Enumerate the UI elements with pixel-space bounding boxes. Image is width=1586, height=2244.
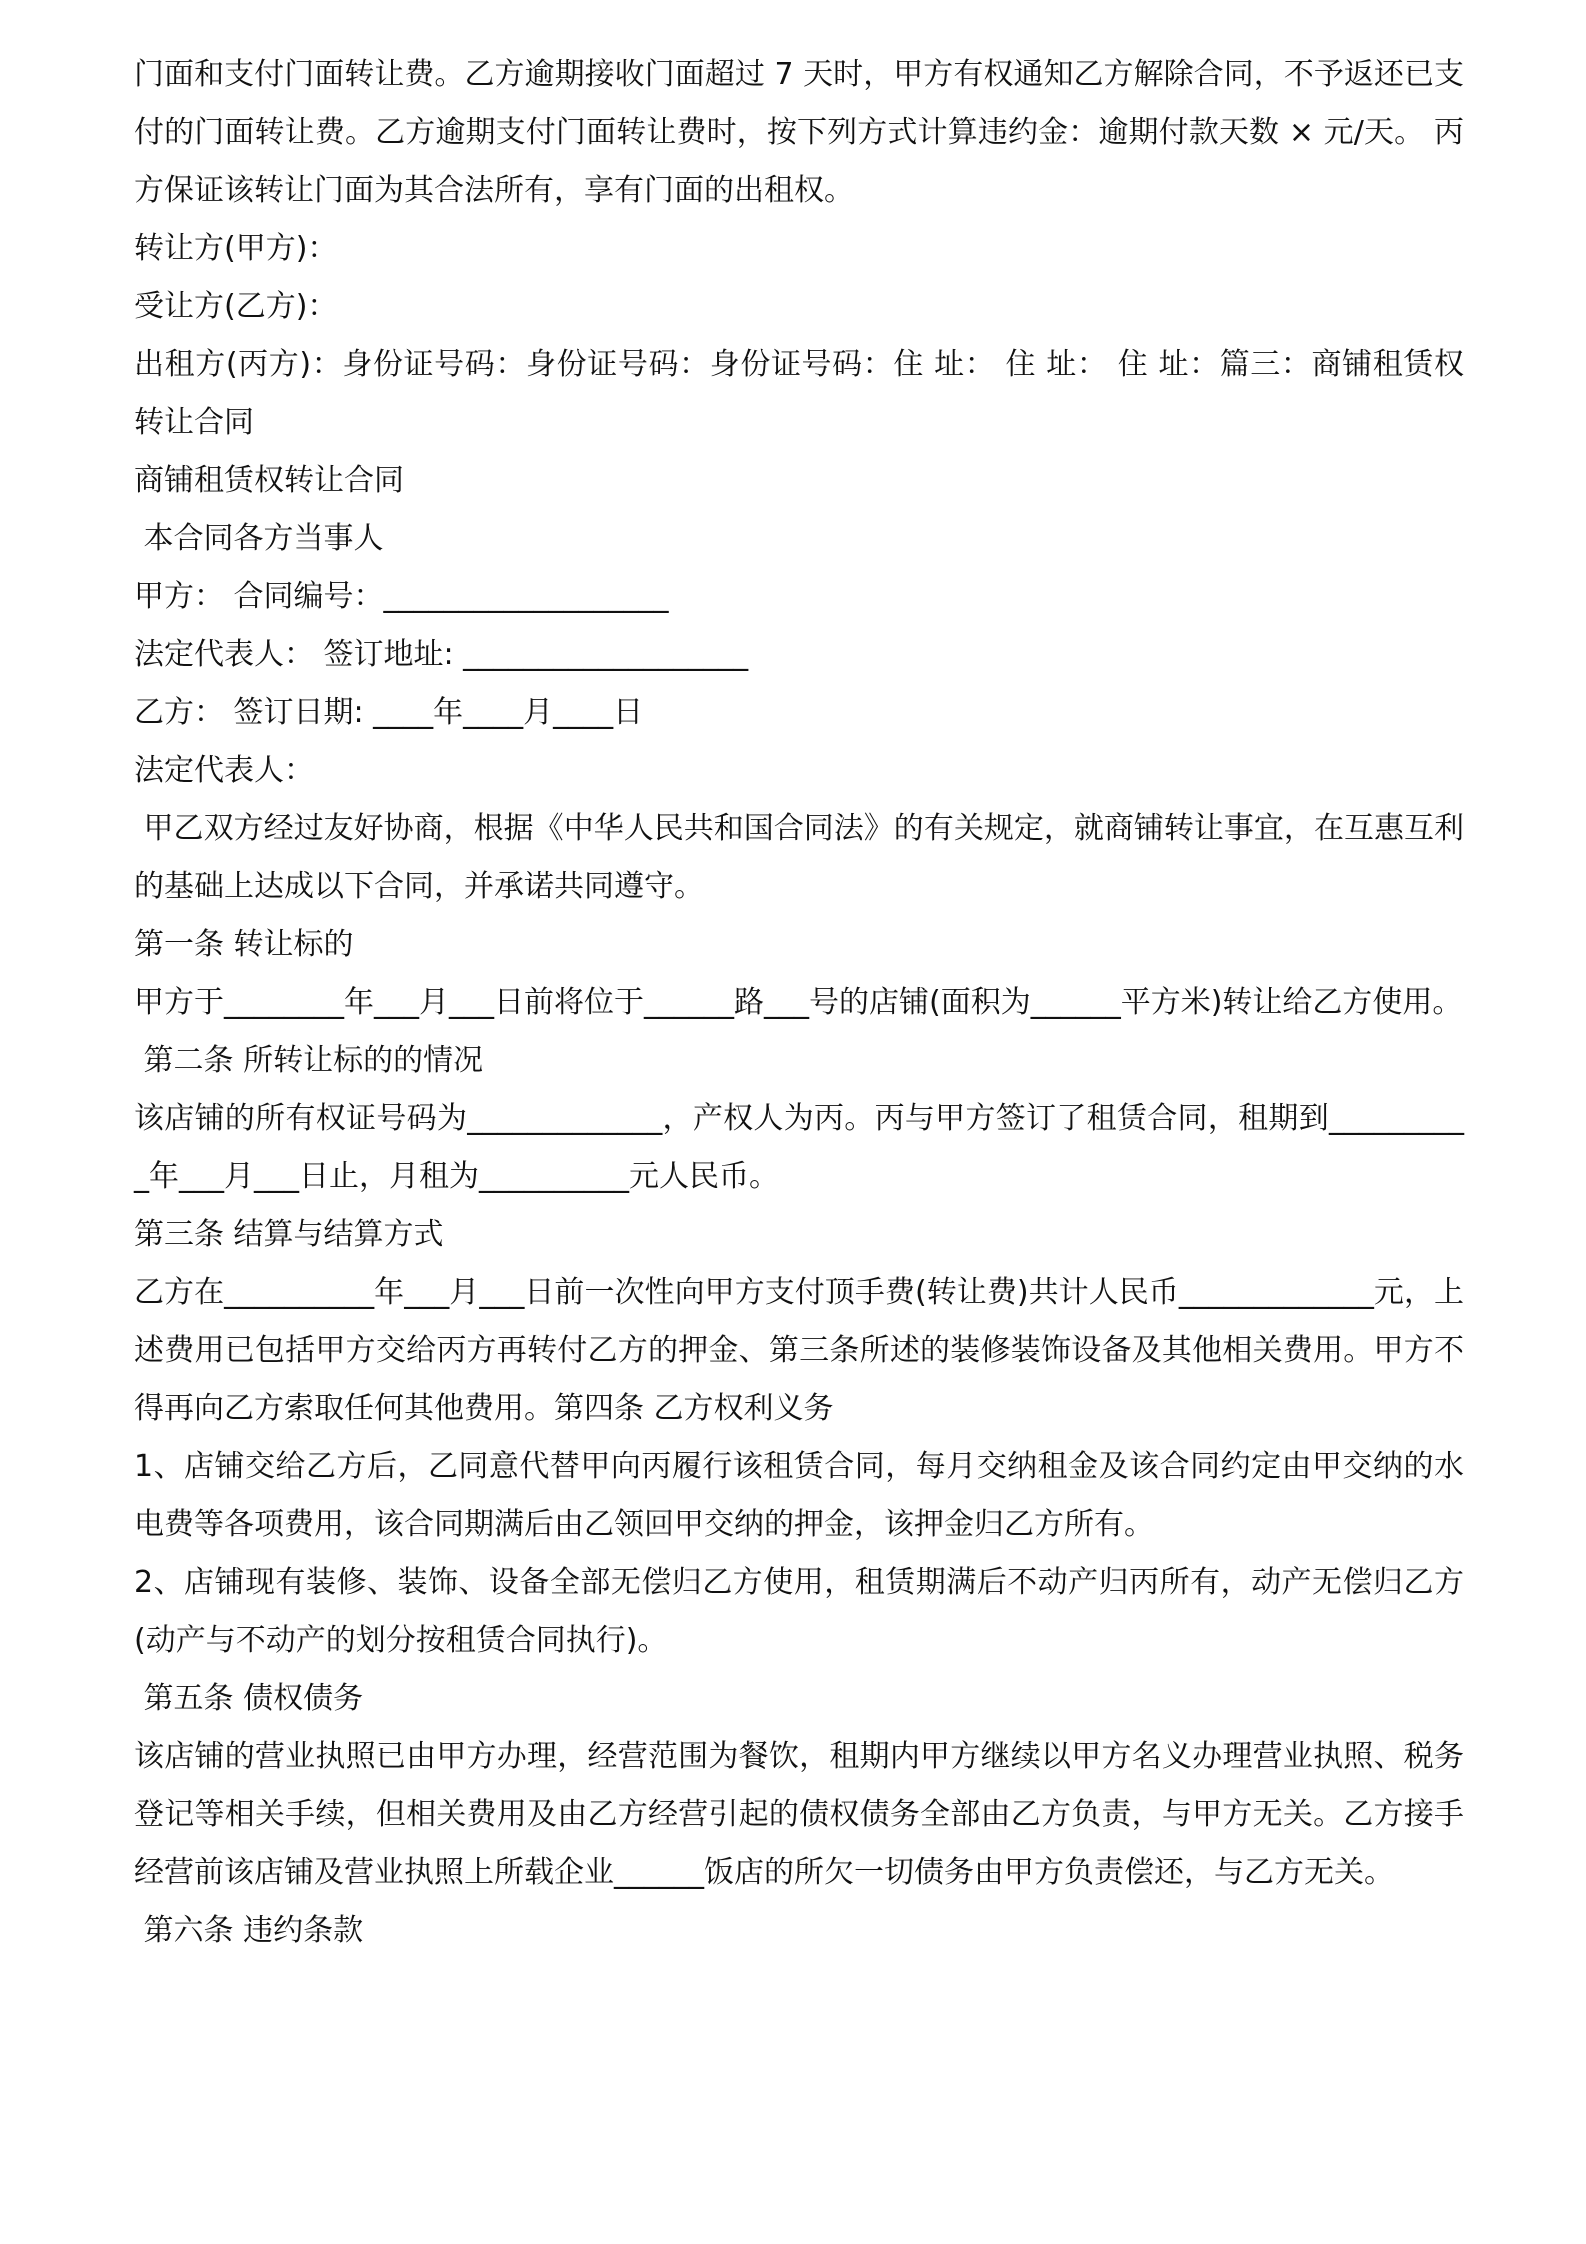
contract-title: 商铺租赁权转让合同 <box>134 463 404 498</box>
paragraph-legal-rep-b: 法定代表人： <box>134 753 314 788</box>
article-2-heading: 第二条 所转让标的的情况 <box>134 1043 484 1078</box>
article-3-heading: 第三条 结算与结算方式 <box>134 1217 444 1252</box>
article-3-body: 乙方在__________年___月___日前一次性向甲方支付顶手费(转让费)共计人民币_____________元，上述费用已包括甲方交给丙方再转付乙方的押金、第三条所述的装修装饰设备及其他相关费用。甲方不得再向乙方索取任何其他费用。第四条 乙方权利义务 <box>134 1275 1464 1426</box>
paragraph-preamble: 甲乙双方经过友好协商，根据《中华人民共和国合同法》的有关规定，就商铺转让事宜，在互惠互利的基础上达成以下合同，并承诺共同遵守。 <box>134 811 1464 904</box>
article-1-heading: 第一条 转让标的 <box>134 927 354 962</box>
paragraph-lessor: 出租方(丙方)：身份证号码：身份证号码：身份证号码：住 址： 住 址： 住 址：篇三：商铺租赁权转让合同 <box>134 347 1464 440</box>
article-5-heading: 第五条 债权债务 <box>134 1681 364 1716</box>
article-4-item-2: 2、店铺现有装修、装饰、设备全部无偿归乙方使用，租赁期满后不动产归丙所有，动产无偿归乙方(动产与不动产的划分按租赁合同执行)。 <box>134 1565 1464 1658</box>
paragraph-party-a: 甲方： 合同编号：___________________ <box>134 579 669 614</box>
paragraph-party-b: 乙方： 签订日期: ____年____月____日 <box>134 695 644 730</box>
article-1-body: 甲方于________年___月___日前将位于______路___号的店铺(面积为______平方米)转让给乙方使用。 <box>134 985 1463 1020</box>
article-5-body: 该店铺的营业执照已由甲方办理，经营范围为餐饮，租期内甲方继续以甲方名义办理营业执照、税务登记等相关手续，但相关费用及由乙方经营引起的债权债务全部由乙方负责，与甲方无关。乙方接手经营前该店铺及营业执照上所载企业______饭店的所欠一切债务由甲方负责偿还，与乙方无关。 <box>134 1739 1464 1890</box>
paragraph-legal-rep-a: 法定代表人： 签订地址: ___________________ <box>134 637 749 672</box>
paragraph-storefront-fee: 门面和支付门面转让费。乙方逾期接收门面超过 7 天时，甲方有权通知乙方解除合同，不予返还已支付的门面转让费。乙方逾期支付门面转让费时，按下列方式计算违约金：逾期付款天数 × 元/天。 丙方保证该转让门面为其合法所有，享有门面的出租权。 <box>134 57 1464 208</box>
paragraph-transferee: 受让方(乙方)： <box>134 289 338 324</box>
paragraph-parties: 本合同各方当事人 <box>134 521 384 556</box>
article-6-heading: 第六条 违约条款 <box>134 1913 364 1948</box>
paragraph-transferor: 转让方(甲方)： <box>134 231 338 266</box>
document-page <box>134 46 1464 1960</box>
article-4-item-1: 1、店铺交给乙方后，乙同意代替甲向丙履行该租赁合同，每月交纳租金及该合同约定由甲交纳的水电费等各项费用，该合同期满后由乙领回甲交纳的押金，该押金归乙方所有。 <box>134 1449 1464 1542</box>
article-2-body: 该店铺的所有权证号码为_____________，产权人为丙。丙与甲方签订了租赁合同，租期到__________年___月___日止，月租为__________元人民币。 <box>134 1101 1464 1194</box>
